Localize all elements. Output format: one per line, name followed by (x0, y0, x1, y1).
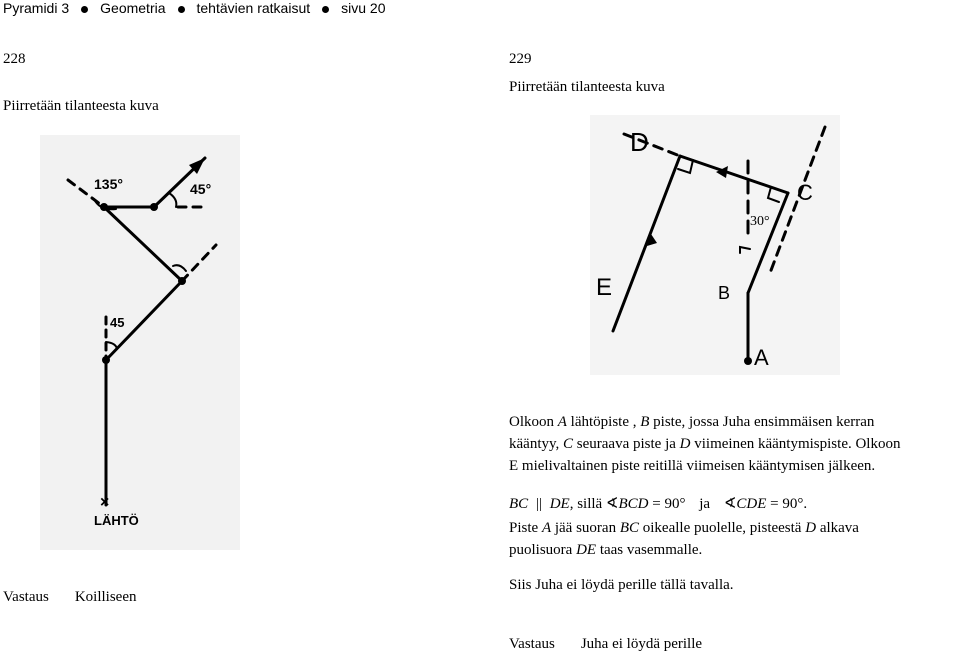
page-header (3, 0, 385, 16)
header-topic: Geometria (100, 0, 166, 16)
figure-228-background (40, 135, 240, 550)
label-45-top: 45° (190, 181, 212, 197)
bullet-icon (178, 6, 185, 13)
figure-228 (40, 135, 240, 550)
problem-229-instruction: Piirretään tilanteesta kuva (509, 79, 665, 95)
figure-229-background (590, 115, 840, 375)
answer-228 (3, 589, 136, 606)
label-A: A (754, 345, 769, 370)
bullet-icon (322, 6, 329, 13)
label-start: LÄHTÖ (94, 513, 139, 528)
label-C: C (797, 180, 813, 205)
turn-point (100, 203, 108, 211)
label-B: B (718, 283, 731, 303)
paragraph-229-line3: E mielivaltainen piste reitillä viimeisen kääntymisen jälkeen. (509, 458, 876, 474)
label-135: 135° (94, 176, 123, 192)
parallel-icon: || (535, 496, 542, 512)
answer-label: Vastaus (3, 589, 49, 605)
problem-229-number: 229 (509, 51, 532, 67)
label-45-left: 45 (110, 315, 125, 330)
answer-value: Koilliseen (74, 589, 137, 605)
start-mark-icon: × (100, 494, 110, 511)
answer-229 (509, 636, 702, 653)
paragraph-229-2: Piste A jää suoran BC oikealle puolelle, pisteestä D alkava puolisuora DE taas vasemmalle. (509, 520, 859, 558)
problem-228-instruction: Piirretään tilanteesta kuva (3, 98, 159, 114)
paragraph-229-1: Olkoon A lähtöpiste , B piste, jossa Juha ensimmäisen kerran kääntyy, C seuraava piste ja D viimeinen kääntymispiste. Olkoon E mielivaltainen piste reitillä viimeisen kääntymisen jälkeen. (509, 411, 900, 477)
turn-point (178, 277, 186, 285)
bullet-icon (81, 6, 88, 13)
answer-label: Vastaus (509, 636, 555, 652)
label-E: E (596, 274, 613, 301)
header-page: sivu 20 (341, 0, 386, 16)
label-D: D (630, 127, 649, 157)
turn-point (150, 203, 158, 211)
turn-point (102, 356, 110, 364)
answer-value: Juha ei löydä perille (580, 636, 703, 652)
figure-229 (590, 115, 840, 375)
formula-229: BC || DE, sillä ∢BCD = 90° ja ∢CDE = 90°. (509, 496, 808, 512)
conclusion-229: Siis Juha ei löydä perille tällä tavalla. (509, 577, 734, 593)
header-book: Pyramidi 3 (3, 0, 70, 16)
label-angle-30: 30° (750, 214, 770, 229)
header-section: tehtävien ratkaisut (196, 0, 311, 16)
point-A (744, 357, 752, 365)
problem-228-number: 228 (3, 51, 26, 67)
